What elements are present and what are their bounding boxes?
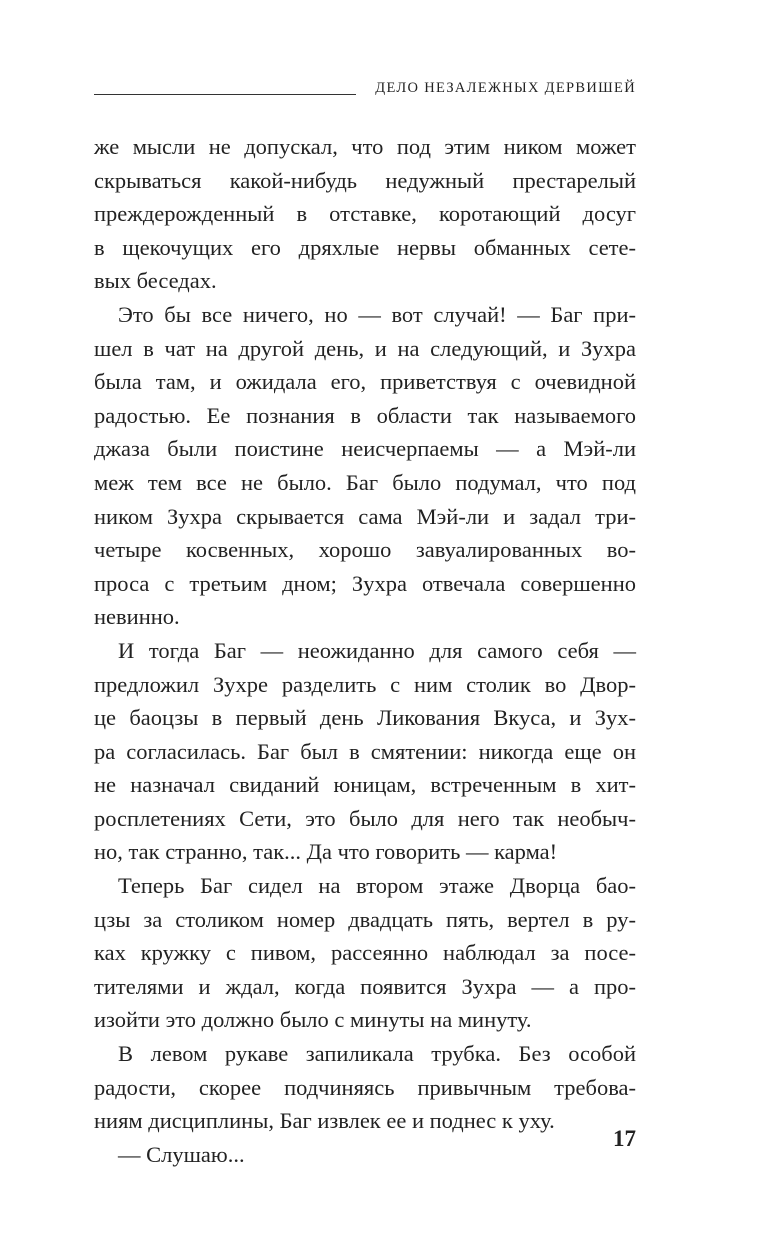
page-body-text (94, 130, 636, 1171)
running-header (94, 76, 636, 98)
text-line: ниям дисциплины, Баг извлек ее и поднес к уху. (94, 1108, 555, 1134)
running-title: ДЕЛО НЕЗАЛЕЖНЫХ ДЕРВИШЕЙ (375, 80, 636, 96)
text-line: радости, скорее подчиняясь привычным требова- (94, 1074, 636, 1100)
page-number: 17 (613, 1126, 636, 1151)
text-line: невинно. (94, 604, 180, 630)
text-line: ра согласилась. Баг был в смятении: никогда еще он (94, 738, 636, 764)
paragraph-first-line: И тогда Баг — неожиданно для самого себя — (118, 637, 636, 663)
text-line: же мысли не допускал, что под этим ником может (94, 134, 636, 159)
text-line: ках кружку с пивом, рассеянно наблюдал за посе- (94, 940, 636, 966)
text-line: была там, и ожидала его, приветствуя с очевидной (94, 369, 636, 395)
text-line: преждерожденный в отставке, коротающий досуг (94, 201, 636, 227)
paragraph-first-line: Это бы все ничего, но — вот случай! — Баг при- (118, 301, 636, 327)
text-line: изойти это должно было с минуты на минуту. (94, 1007, 532, 1033)
dialogue-line: — Слушаю... (118, 1141, 245, 1167)
text-line: цзы за столиком номер двадцать пять, вертел в ру- (94, 906, 636, 932)
paragraph-first-line: В левом рукаве запиликала трубка. Без особой (118, 1041, 636, 1067)
text-line: джаза были поистине неисчерпаемы — а Мэй-ли (94, 436, 636, 462)
text-line: радостью. Ее познания в области так называемого (94, 402, 636, 428)
paragraph-first-line: Теперь Баг сидел на втором этаже Дворца бао- (118, 873, 636, 899)
text-line: це баоцзы в первый день Ликования Вкуса, и Зух- (94, 705, 636, 731)
text-line: не назначал свиданий юницам, встреченным в хит- (94, 772, 636, 798)
text-line: четыре косвенных, хорошо завуалированных во- (94, 537, 636, 563)
text-line: шел в чат на другой день, и на следующий, и Зухра (94, 335, 636, 361)
text-line: вых беседах. (94, 268, 217, 294)
text-line: меж тем все не было. Баг было подумал, что под (94, 469, 636, 495)
text-line: предложил Зухре разделить с ним столик во Двор- (94, 671, 636, 697)
text-line: но, так странно, так... Да что говорить — карма! (94, 839, 558, 865)
text-line: в щекочущих его дряхлые нервы обманных сете- (94, 234, 636, 260)
text-line: росплетениях Сети, это было для него так необыч- (94, 805, 636, 831)
text-line: проса с третьим дном; Зухра отвечала совершенно (94, 570, 636, 596)
text-line: ником Зухра скрывается сама Мэй-ли и задал три- (94, 503, 636, 529)
header-rule (94, 94, 356, 95)
text-line: скрываться какой-нибудь недужный престарелый (94, 167, 636, 193)
text-line: тителями и ждал, когда появится Зухра — а про- (94, 973, 636, 999)
